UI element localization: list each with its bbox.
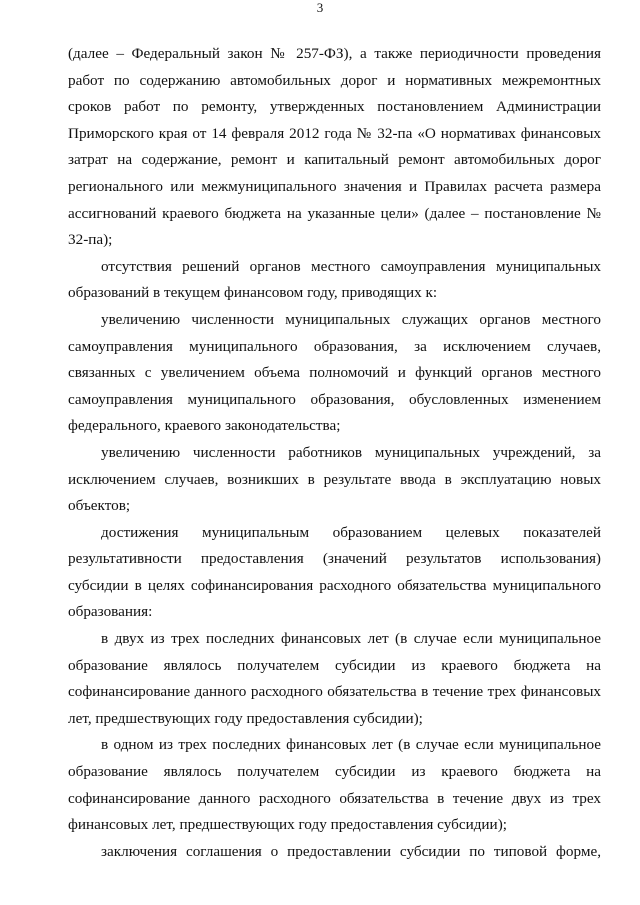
paragraph-absence-of-decisions: отсутствия решений органов местного самоуправления муниципальных образований в текущем финансовом году, приводящих к: bbox=[68, 257, 601, 302]
paragraph-target-indicators: достижения муниципальным образованием целевых показателей результативности предоставления (значений результатов использования) субсидии в целях софинансирования расходного обязательства муниципального образования: bbox=[68, 523, 601, 621]
paragraph-one-of-three-years: в одном из трех последних финансовых лет (в случае если муниципальное образование являлось получателем субсидии из краевого бюджета на софинансирование данного расходного обязательства в течение двух из трех финансовых лет, предшествующих году предоставления субсидии); bbox=[68, 736, 601, 834]
page-number: 3 bbox=[316, 0, 324, 15]
document-body bbox=[68, 41, 601, 865]
paragraph-continuation-federal-law: (далее – Федеральный закон № 257-ФЗ), а также периодичности проведения работ по содержанию автомобильных дорог и нормативных межремонтных сроков работ по ремонту, утвержденных постановлением Администрации Приморского края от 14 февраля 2012 года № 32-па «О нормативах финансовых затрат на содержание, ремонт и капитальный ремонт автомобильных дорог регионального или межмуниципального значения и Правилах расчета размера ассигнований краевого бюджета на указанные цели» (далее – постановление № 32-па); bbox=[68, 45, 601, 249]
paragraph-agreement-conclusion: заключения соглашения о предоставлении субсидии по типовой форме, bbox=[101, 842, 601, 860]
paragraph-increase-institution-workers: увеличению численности работников муниципальных учреждений, за исключением случаев, возникших в результате ввода в эксплуатацию новых объектов; bbox=[68, 443, 601, 515]
paragraph-two-of-three-years: в двух из трех последних финансовых лет (в случае если муниципальное образование являлось получателем субсидии из краевого бюджета на софинансирование данного расходного обязательства в течение трех финансовых лет, предшествующих году предоставления субсидии); bbox=[68, 630, 601, 727]
paragraph-increase-municipal-employees: увеличению численности муниципальных служащих органов местного самоуправления муниципального образования, за исключением случаев, связанных с увеличением объема полномочий и функций органов местного самоуправления муниципального образования, обусловленных изменением федерального, краевого законодательства; bbox=[68, 310, 601, 435]
